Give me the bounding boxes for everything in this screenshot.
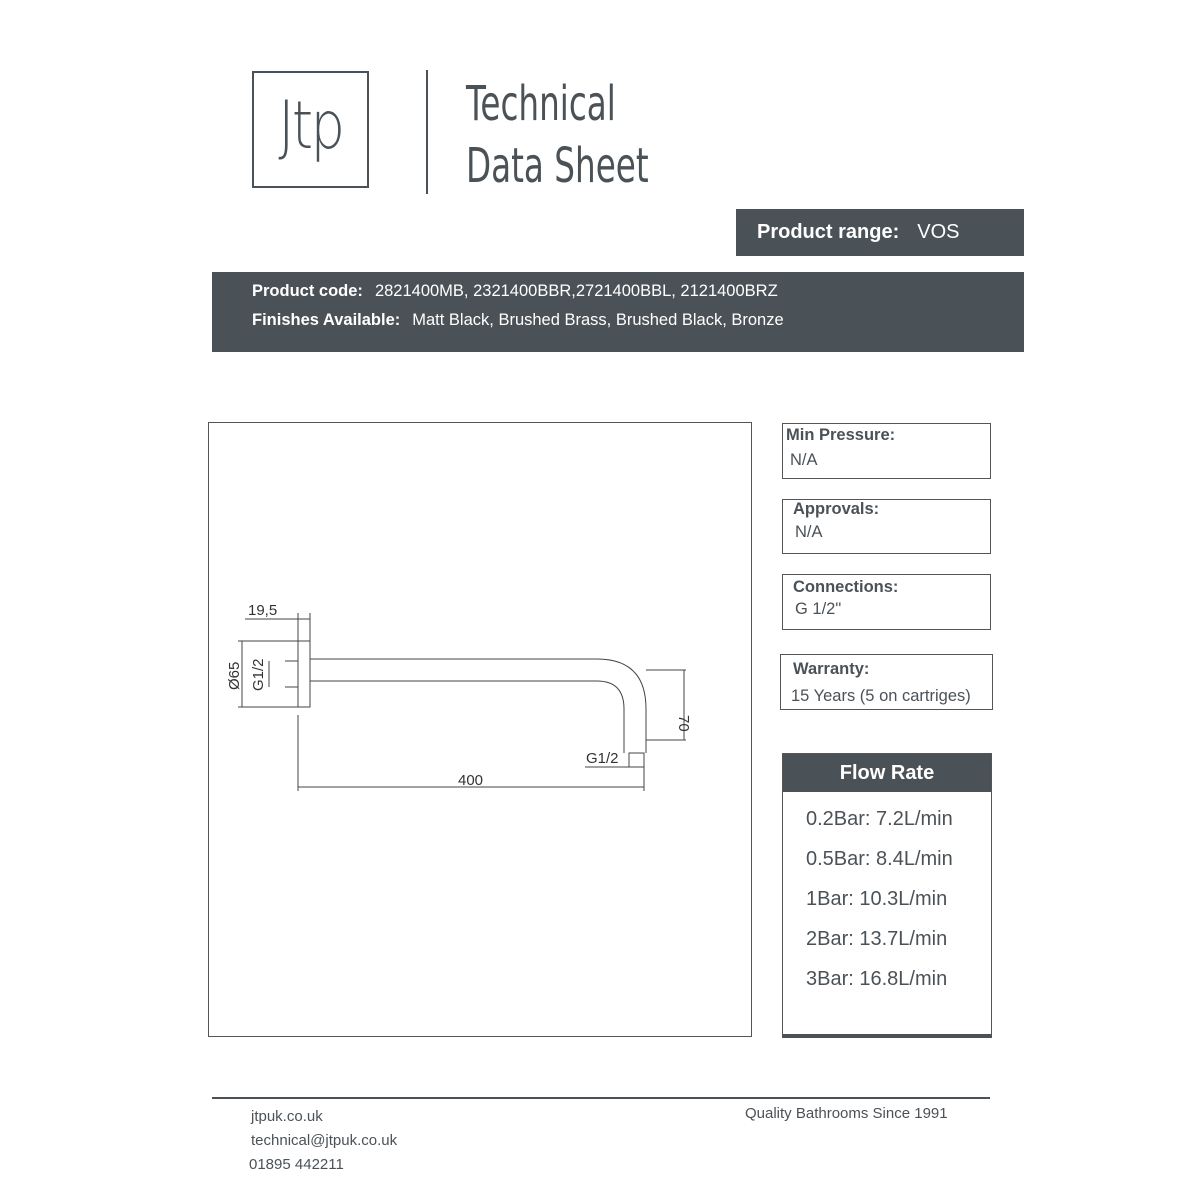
product-range-value: VOS bbox=[917, 221, 960, 243]
dim-label-diameter-65: Ø65 bbox=[226, 661, 243, 690]
dim-label-70: 70 bbox=[675, 715, 692, 732]
page-title-line-2: Data Sheet bbox=[466, 138, 649, 194]
dim-label-19-5: 19,5 bbox=[248, 602, 278, 619]
dim-label-g12-outlet: G1/2 bbox=[586, 750, 619, 767]
approvals-label: Approvals: bbox=[793, 500, 880, 518]
flow-rate-item: 1Bar: 10.3L/min bbox=[806, 888, 948, 910]
product-range-label: Product range: bbox=[757, 221, 900, 243]
dim-label-400: 400 bbox=[458, 772, 484, 789]
dim-label-g12-wall: G1/2 bbox=[250, 658, 267, 691]
connections-label: Connections: bbox=[793, 578, 899, 596]
logo-text: Jtp bbox=[278, 87, 343, 164]
outlet-thread bbox=[629, 753, 644, 767]
footer-website[interactable]: jtpuk.co.uk bbox=[251, 1108, 323, 1125]
approvals-box bbox=[782, 499, 991, 554]
min-pressure-box bbox=[782, 423, 991, 479]
product-code-row bbox=[252, 282, 778, 301]
technical-drawing-frame bbox=[208, 422, 752, 1037]
footer-divider bbox=[212, 1097, 990, 1099]
product-code-value: 2821400MB, 2321400BBR,2721400BBL, 2121400BRZ bbox=[374, 282, 778, 300]
warranty-value: 15 Years (5 on cartriges) bbox=[791, 687, 971, 705]
finishes-value: Matt Black, Brushed Brass, Brushed Black, Bronze bbox=[412, 311, 784, 329]
arm-outer bbox=[310, 659, 646, 753]
page-title-line-1: Technical bbox=[466, 76, 616, 132]
flow-rate-item: 0.5Bar: 8.4L/min bbox=[806, 848, 953, 870]
wall-flange bbox=[298, 641, 310, 707]
brand-logo bbox=[252, 71, 369, 188]
shower-arm-drawing bbox=[209, 423, 753, 1038]
finishes-row bbox=[252, 311, 784, 330]
footer-phone: 01895 442211 bbox=[249, 1156, 344, 1173]
product-code-label: Product code: bbox=[252, 282, 363, 300]
footer-email[interactable]: technical@jtpuk.co.uk bbox=[251, 1132, 398, 1149]
flow-rate-item: 3Bar: 16.8L/min bbox=[806, 968, 948, 990]
header-divider bbox=[426, 70, 428, 194]
footer-tagline: Quality Bathrooms Since 1991 bbox=[745, 1105, 948, 1122]
connections-box bbox=[782, 574, 991, 630]
finishes-label: Finishes Available: bbox=[252, 311, 401, 329]
flow-rate-item: 0.2Bar: 7.2L/min bbox=[806, 808, 953, 830]
warranty-label: Warranty: bbox=[793, 660, 870, 678]
arm-inner bbox=[310, 681, 624, 753]
connections-value: G 1/2" bbox=[795, 600, 842, 618]
approvals-value: N/A bbox=[795, 523, 823, 541]
min-pressure-value: N/A bbox=[790, 451, 818, 469]
warranty-box bbox=[780, 654, 993, 710]
product-info-bar bbox=[212, 272, 1024, 352]
flow-rate-title: Flow Rate bbox=[783, 754, 991, 792]
product-range-bar bbox=[736, 209, 1024, 256]
flow-rate-item: 2Bar: 13.7L/min bbox=[806, 928, 948, 950]
flow-rate-panel bbox=[782, 753, 992, 1038]
min-pressure-label: Min Pressure: bbox=[786, 426, 896, 444]
